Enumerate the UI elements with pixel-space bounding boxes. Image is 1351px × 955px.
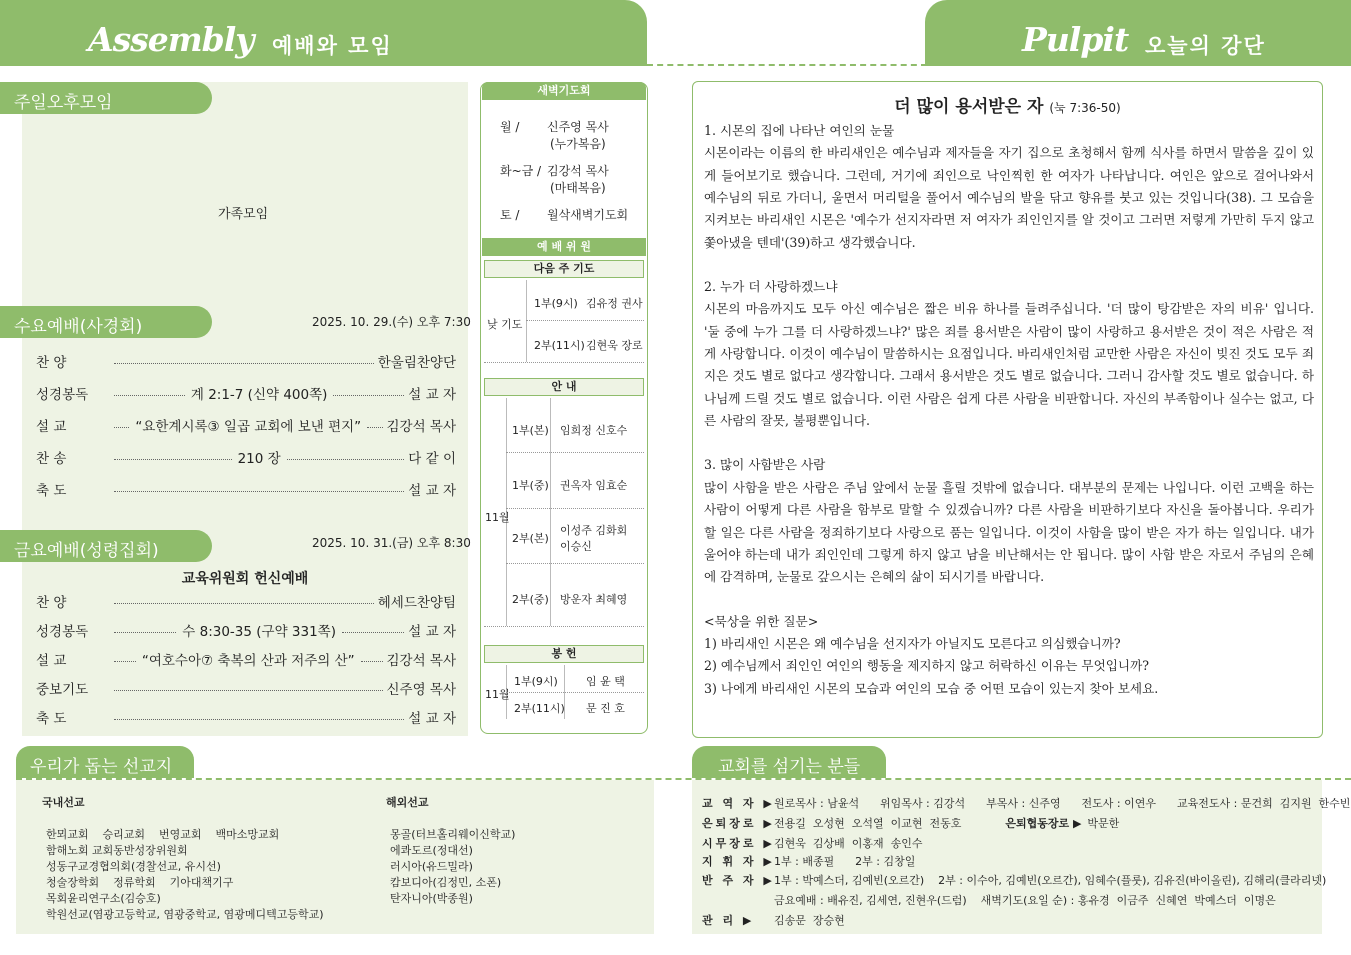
friday-label: 성경봉독: [36, 624, 89, 640]
friday-date: 2025. 10. 31.(금) 오후 8:30: [312, 536, 471, 550]
prayer-bottom-sep: [484, 362, 644, 363]
wednesday-row: [36, 478, 456, 500]
friday-row: [36, 590, 456, 612]
servant-row: [702, 912, 845, 928]
section-tab-sunday: 주일오후모임: [0, 82, 212, 114]
wednesday-value: 김강석 목사: [386, 419, 456, 435]
wednesday-label: 찬 송: [36, 451, 67, 467]
paragraph-gap: [704, 589, 1314, 611]
dotted-leader: [114, 719, 404, 720]
domestic-item: 한뫼교회 승리교회 번영교회 백마소망교회: [46, 828, 280, 841]
wednesday-label: 찬 양: [36, 355, 67, 371]
paragraph-gap: [704, 254, 1314, 276]
dotted-leader: [342, 632, 404, 633]
header-divider: [647, 64, 927, 66]
prayer-name-1: 김유정 권사: [586, 297, 643, 310]
header-right-script: Pulpit: [1022, 20, 1129, 59]
dotted-leader: [114, 427, 129, 428]
dotted-leader: [114, 363, 374, 364]
sermon-paragraph: 2. 누가 더 사랑하겠느냐: [704, 279, 838, 295]
dotted-leader: [361, 661, 383, 662]
servant-role-extra: 은퇴협동장로 ▶: [1005, 817, 1082, 830]
header-left-script: Assembly: [88, 20, 254, 59]
servant-names: 금요예배 : 배유진, 김세연, 진현우(드럼) 새벽기도(요일 순) : 홍유경 이금주 신혜연 박예스더 이명은: [774, 894, 1276, 907]
servant-row: [702, 892, 1276, 908]
overseas-item: 탄자니아(박종원): [390, 892, 473, 905]
dotted-leader: [114, 395, 185, 396]
guide-service-3: 2부(본): [512, 532, 549, 545]
friday-value: 헤세드찬양팀: [377, 595, 456, 611]
dawn-sub-1: (누가복음): [550, 137, 606, 151]
wednesday-row: [36, 382, 456, 404]
servant-role: 시무장로 ▶: [702, 837, 775, 850]
dotted-leader: [114, 690, 383, 691]
prayer-name-2: 김현욱 장로: [586, 339, 643, 352]
paragraph-gap: [704, 432, 1314, 454]
dotted-leader: [114, 632, 176, 633]
friday-value: 설 교 자: [408, 711, 456, 727]
guide-names-3a: 이성주 김화회: [560, 524, 628, 537]
servant-names-extra: 박문한: [1087, 817, 1120, 830]
offering-service-1: 1부(9시): [514, 675, 558, 688]
guide-sep-1: [506, 452, 644, 453]
dotted-leader: [114, 491, 404, 492]
friday-label: 찬 양: [36, 595, 67, 611]
friday-row: [36, 619, 456, 641]
friday-label: 축 도: [36, 711, 67, 727]
dotted-leader: [114, 603, 374, 604]
servant-role: 지 휘 자 ▶: [702, 855, 775, 868]
domestic-item: 성동구교경협의회(경찰선교, 유시선): [46, 860, 221, 873]
wednesday-value: 설 교 자: [408, 387, 456, 403]
overseas-item: 러시아(유드밀라): [390, 860, 473, 873]
offering-name-2: 문 진 호: [586, 702, 625, 715]
guide-names-3b: 이승신: [560, 540, 592, 553]
prayer-row-sep: [526, 320, 644, 321]
committee-title: 예 배 위 원: [482, 238, 646, 256]
domestic-item: 함해노회 교회동반성장위원회: [46, 844, 188, 857]
section-tab-missions: 우리가 돕는 선교지: [16, 746, 194, 778]
wednesday-detail: 210 장: [237, 451, 281, 467]
dotted-leader: [287, 459, 405, 460]
guide-names-2: 권옥자 임효순: [560, 479, 628, 492]
dawn-day-1: 월 /: [500, 120, 520, 134]
sunday-content: 가족모임: [218, 207, 269, 222]
servant-names: 1부 : 배종필 2부 : 김창일: [774, 855, 916, 868]
offering-name-1: 임 윤 택: [586, 675, 625, 688]
prayer-service-2: 2부(11시): [534, 339, 585, 352]
friday-detail: 수 8:30-35 (구약 331쪽): [182, 624, 336, 640]
sermon-paragraph: <묵상을 위한 질문>: [704, 613, 819, 629]
offering-title: 봉 헌: [484, 645, 644, 663]
wednesday-detail: 계 2:1-7 (신약 400쪽): [190, 387, 328, 403]
dawn-title: 새벽기도회: [482, 82, 646, 100]
next-prayer-title: 다음 주 기도: [484, 260, 644, 278]
domestic-item: 청술장학회 정류학회 기아대책기구: [46, 876, 234, 889]
servant-role: [702, 892, 774, 908]
dotted-leader: [114, 459, 232, 460]
dotted-leader: [114, 661, 136, 662]
wednesday-row: [36, 350, 456, 372]
overseas-item: 캄보디아(김정민, 소폰): [390, 876, 502, 889]
header-left-title: 예배와 모임: [272, 34, 393, 58]
sermon-title: [692, 92, 1323, 117]
wednesday-label: 축 도: [36, 483, 67, 499]
friday-row: [36, 677, 456, 699]
guide-service-1: 1부(본): [512, 424, 549, 437]
domestic-item: 학원선교(염광고등학교, 염광중학교, 염광메디텍고등학교): [46, 908, 324, 921]
guide-names-1: 임희정 신호수: [560, 424, 628, 437]
servant-role: 은퇴장로 ▶: [702, 817, 775, 830]
sermon-body: [704, 120, 1314, 700]
prayer-label: 낮 기도: [487, 318, 523, 331]
prayer-divider: [526, 280, 527, 362]
sermon-paragraph: 시몬이라는 이름의 한 바리새인은 예수님과 제자들을 자기 집으로 초청해서 함께 식사를 하면서 말씀을 깊이 있게 들어보기로 했습니다. 그런데, 거기에 죄인으로 낙인찍힌 한 여자가 나타납니다. 여인은 앞으로 걸어나와서 예수님의 뒤로 가더니, 울면서 머리털을 풀어서 예수님의 발을 닦고 향유를 붓고 있는 것입니다(38). 그 모습을 지켜보는 바리새인 시몬은 '예수가 선지자라면 저 여자가 죄인인지를 알 것이고 그러면 저렇게 가만히 두지 않고 쫓아냈을 텐데'(39)하고 생각했습니다.: [704, 145, 1314, 250]
domestic-title: 국내선교: [42, 796, 85, 809]
wednesday-row: [36, 414, 456, 436]
servant-row: [702, 872, 1326, 888]
guide-title: 안 내: [484, 378, 644, 396]
sermon-paragraph: 1. 시몬의 집에 나타난 여인의 눈물: [704, 123, 895, 138]
servant-row: [702, 795, 1350, 811]
wednesday-detail: “요한계시록③ 일곱 교회에 보낸 편지”: [135, 419, 362, 435]
guide-sep-3: [506, 563, 644, 564]
servant-role: 반 주 자 ▶: [702, 874, 775, 887]
wednesday-value: 다 같 이: [408, 451, 457, 467]
friday-label: 중보기도: [36, 682, 89, 698]
dotted-leader: [367, 427, 382, 428]
sermon-title-text: 더 많이 용서받은 자: [894, 97, 1044, 117]
dawn-day-2: 화~금 /: [500, 164, 542, 178]
wednesday-label: 성경봉독: [36, 387, 89, 403]
section-tab-wednesday: 수요예배(사경회): [0, 306, 212, 338]
friday-label: 설 교: [36, 653, 67, 669]
guide-month: 11월: [485, 511, 510, 524]
friday-value: 김강석 목사: [386, 653, 457, 669]
prayer-service-1: 1부(9시): [534, 297, 578, 310]
guide-sep-2: [506, 508, 644, 509]
servant-row: [702, 835, 923, 851]
sermon-paragraph: 3) 나에게 바리새인 시몬의 모습과 여인의 모습 중 어떤 모습이 있는지 찾아 보세요.: [704, 680, 1159, 696]
overseas-title: 해외선교: [386, 796, 429, 809]
friday-row: [36, 648, 456, 670]
friday-detail: “여호수아⑦ 축복의 산과 저주의 산”: [141, 653, 355, 669]
guide-divider-2: [550, 398, 551, 626]
friday-subtitle: 교육위원회 헌신예배: [181, 571, 309, 587]
dawn-day-3: 토 /: [500, 208, 520, 222]
sermon-paragraph: 시몬의 마음까지도 모두 아신 예수님은 짧은 비유 하나를 들려주십니다. '더 많이 탕감받은 자의 비유' 입니다. '둘 중에 누가 그를 더 사랑하겠느냐?' 많은 죄를 용서받은 사람이 많이 사랑하고 용서받은 것이 적은 사람은 적게 사랑합니다. 이것이 예수님이 말씀하시는 요점입니다. 바리새인처럼 교만한 사람은 자신이 빚진 것도 모두 죄 지은 것도 별로 없다고 생각합니다. 그래서 용서받은 것도 별로 없습니다. 그러니 감사할 것도 별로 없습니다. 하나님께 드릴 것도 별로 없습니다. 이런 사람은 쉽게 다른 사람을 비판합니다. 자신의 부족함이나 실수는 없고, 다른 사람의 잘못, 불평뿐입니다.: [704, 301, 1314, 429]
sermon-paragraph: 2) 예수님께서 죄인인 여인의 행동을 제지하지 않고 허락하신 이유는 무엇입니까?: [704, 658, 1150, 674]
guide-service-4: 2부(중): [512, 593, 549, 606]
servant-names: 김현욱 김상배 이홍재 송인수: [774, 837, 923, 850]
servant-role: 교 역 자 ▶: [702, 797, 775, 810]
dawn-sub-2: (마태복음): [550, 181, 606, 195]
servant-role: 관 리 ▶: [702, 914, 755, 927]
wednesday-label: 설 교: [36, 419, 67, 435]
servant-names: 김송문 장승현: [774, 914, 845, 927]
header-right-tab: [925, 0, 1351, 66]
offering-service-2: 2부(11시): [514, 702, 565, 715]
offering-month: 11월: [485, 688, 510, 701]
guide-service-2: 1부(중): [512, 479, 549, 492]
friday-value: 설 교 자: [408, 624, 456, 640]
servant-row: [702, 853, 915, 869]
friday-row: [36, 706, 456, 728]
section-tab-servants: 교회를 섬기는 분들: [692, 746, 886, 778]
sermon-paragraph: 많이 사함을 받은 사람은 주님 앞에서 눈물 흘릴 것밖에 없습니다. 대부분의 문제는 나입니다. 이런 고백을 하는 사람이 어떻게 다른 사람을 함부로 말할 수 있겠습니까? 다른 사람을 비판하기보다 자신을 돌아봅니다. 우리가 할 일은 다른 사람을 정죄하기보다 사랑으로 품는 일입니다. 이것이 사함을 많이 받은 자가 하는 일입니다. 내가 울어야 하는데 내가 죄인인데 그렇게 하지 않고 남을 비난해서는 안 됩니다. 많이 사함 받은 자로서 주님의 은혜에 감격하며, 눈물로 갚으시는 은혜의 삶이 되시기를 바랍니다.: [704, 479, 1314, 585]
guide-bottom-sep: [484, 626, 644, 627]
guide-names-4: 방운자 최혜영: [560, 593, 628, 606]
dawn-who-2: 김강석 목사: [547, 164, 609, 178]
servant-row: [702, 815, 1119, 831]
wednesday-date: 2025. 10. 29.(수) 오후 7:30: [312, 315, 471, 329]
wednesday-row: [36, 446, 456, 468]
servant-names: 원로목사 : 남윤석 위임목사 : 김강석 부목사 : 신주영 전도사 : 이연우 교육전도사 : 문건희 김지원 한수빈: [774, 797, 1351, 810]
sermon-paragraph: 3. 많이 사함받은 사람: [704, 457, 826, 473]
wednesday-value: 한울림찬양단: [377, 355, 456, 371]
dotted-leader: [333, 395, 404, 396]
dawn-who-3: 월삭새벽기도회: [547, 208, 629, 222]
friday-value: 신주영 목사: [386, 682, 456, 698]
wednesday-value: 설 교 자: [408, 483, 456, 499]
overseas-item: 에콰도르(정대선): [390, 844, 473, 857]
servant-names: 전용길 오성현 오석열 이교현 전동호: [774, 817, 962, 830]
dawn-who-1: 신주영 목사: [547, 120, 609, 134]
offering-sep: [506, 692, 644, 693]
sermon-paragraph: 1) 바리새인 시몬은 왜 예수님을 선지자가 아닐지도 모른다고 의심했습니까?: [704, 635, 1121, 651]
overseas-item: 몽골(터브홀리웨이신학교): [390, 828, 516, 841]
header-right-title: 오늘의 강단: [1145, 34, 1266, 58]
domestic-item: 목회윤리연구소(김승호): [46, 892, 161, 905]
sermon-ref: (눅 7:36-50): [1049, 101, 1121, 115]
section-tab-friday: 금요예배(성령집회): [0, 530, 212, 562]
servant-names: 1부 : 박예스더, 김예빈(오르간) 2부 : 이수아, 김예빈(오르간), 임혜수(플룻), 김유진(바이올린), 김해리(클라리넷): [774, 874, 1327, 887]
